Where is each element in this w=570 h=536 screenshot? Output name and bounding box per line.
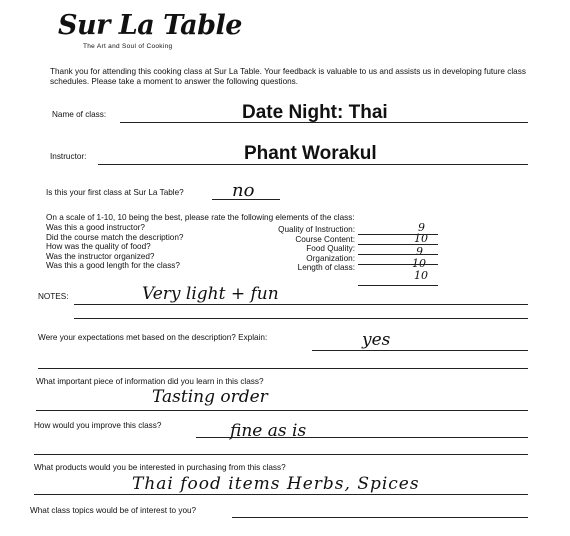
question-products-answer: Thai food items Herbs, Spices [132,474,420,494]
logo: Sur La Table [58,10,242,41]
rating-value: 10 [414,232,428,245]
rating-question: How was the quality of food? [46,242,151,251]
rating-label: Quality of Instruction: [278,225,355,234]
answer-line [312,350,528,351]
class-name-label: Name of class: [52,110,107,119]
rating-question: Was this a good length for the class? [46,261,180,270]
rating-question: Did the course match the description? [46,232,184,242]
question-products-label: What products would you be interested in purchasing from this class? [34,463,286,472]
question-topics-label: What class topics would be of interest to you? [30,506,197,515]
rating-question: Was the instructor organized? [46,251,155,261]
first-class-line [212,199,280,200]
ratings-labels [240,225,355,273]
rating-line [358,254,438,255]
notes-answer: Very light + fun [142,284,279,304]
rating-value: 10 [412,257,426,270]
answer-line [34,454,528,455]
rating-line [358,285,438,286]
answer-line [38,368,528,369]
rating-question: Was this a good instructor? [46,223,145,232]
rating-label: Course Content: [295,234,355,244]
rating-value: 9 [418,221,425,234]
notes-line [74,318,528,319]
question-expectations-label: Were your expectations met based on the description? Explain: [38,333,268,342]
intro-text: Thank you for attending this cooking class at Sur La Table. Your feedback is valuable to us and assists us in developing future class schedules. Please take a moment to answer the following questions. [50,67,526,86]
answer-line [36,410,528,411]
ratings-questions [46,223,183,271]
rating-label: Organization: [306,253,355,263]
ratings-intro: On a scale of 1-10, 10 being the best, please rate the following elements of the class: [46,213,355,222]
question-improve-label: How would you improve this class? [34,421,162,430]
question-improve-answer: fine as is [230,421,307,441]
instructor-value: Phant Worakul [244,143,377,164]
rating-line [358,264,438,265]
answer-line [34,494,528,495]
answer-line [232,517,528,518]
question-expectations-answer: yes [362,330,391,350]
rating-label: Length of class: [297,263,355,272]
answer-line [196,437,528,438]
instructor-line [98,164,528,165]
instructor-label: Instructor: [50,152,87,161]
notes-line [74,304,528,305]
rating-value: 10 [414,269,428,282]
question-learned-answer: Tasting order [152,387,268,407]
rating-line [358,244,438,245]
logo-tagline: The Art and Soul of Cooking [83,43,173,50]
rating-label: Food Quality: [306,244,355,253]
first-class-answer: no [232,180,255,201]
rating-line [358,234,438,235]
class-name-line [120,122,528,123]
class-name-value: Date Night: Thai [242,102,388,123]
notes-label: NOTES: [38,292,69,301]
first-class-label: Is this your first class at Sur La Table? [46,188,184,197]
rating-value: 9 [416,245,423,258]
question-learned-label: What important piece of information did you learn in this class? [36,377,264,386]
